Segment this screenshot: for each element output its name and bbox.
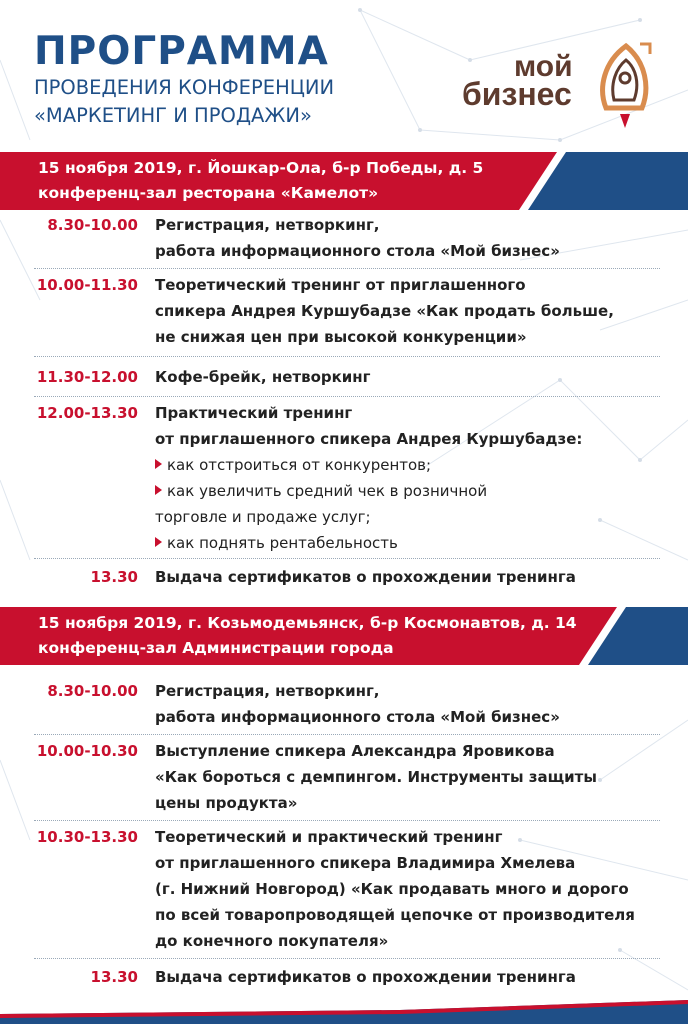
description-line: работа информационного стола «Мой бизнес» [155,242,560,260]
row-divider [34,356,660,357]
row-divider [34,268,660,269]
schedule-time: 8.30-10.00 [47,216,138,234]
schedule-description [155,564,675,590]
description-line: «Как бороться с демпингом. Инструменты защиты [155,768,597,786]
description-line: Выдача сертификатов о прохождении тренинга [155,968,576,986]
bullet-item [155,478,675,504]
row-divider [34,820,660,821]
schedule-time: 13.30 [90,968,138,986]
row-divider [34,558,660,559]
schedule-description [155,678,675,730]
schedule-description [155,272,675,350]
description-line: не снижая цен при высокой конкуренции» [155,328,527,346]
description-line: Кофе-брейк, нетворкинг [155,368,371,386]
description-line: Регистрация, нетворкинг, [155,682,380,700]
logo-text-line2: бизнес [462,76,572,112]
schedule-description [155,212,675,264]
description-line: работа информационного стола «Мой бизнес» [155,708,560,726]
schedule-description [155,738,675,816]
description-line: Теоретический и практический тренинг [155,828,503,846]
schedule-description [155,400,675,556]
schedule-time: 13.30 [90,568,138,586]
section-1-banner [0,152,688,210]
rocket-icon [596,38,654,130]
section-1-venue: конференц-зал ресторана «Камелот» [38,184,379,202]
description-line: от приглашенного спикера Андрея Куршубадзе: [155,430,583,448]
row-divider [34,734,660,735]
section-2-banner [0,607,688,665]
schedule-description [155,824,675,954]
section-2-date-address: 15 ноября 2019, г. Козьмодемьянск, б-р Космонавтов, д. 14 [38,614,577,632]
description-line: Теоретический тренинг от приглашенного [155,276,526,294]
footer-bar [0,1000,688,1024]
logo-text-line1: мой [514,50,573,83]
bullet-text: как увеличить средний чек в розничной [167,482,488,500]
page-subtitle-line1: ПРОВЕДЕНИЯ КОНФЕРЕНЦИИ [34,76,335,99]
schedule-time: 8.30-10.00 [47,682,138,700]
moi-biznes-logo [460,38,660,130]
bullet-triangle-icon [155,485,162,495]
section-2-venue: конференц-зал Администрации города [38,639,394,657]
section-1-date-address: 15 ноября 2019, г. Йошкар-Ола, б-р Победы, д. 5 [38,159,484,177]
bullet-triangle-icon [155,459,162,469]
description-line: спикера Андрея Куршубадзе «Как продать больше, [155,302,614,320]
page-title: ПРОГРАММА [34,29,329,74]
description-line: Выдача сертификатов о прохождении тренинга [155,568,576,586]
page-subtitle-line2: «МАРКЕТИНГ И ПРОДАЖИ» [34,104,312,127]
description-line: Практический тренинг [155,404,353,422]
bullet-item [155,530,675,556]
bullet-text: как поднять рентабельность [167,534,398,552]
schedule-time: 12.00-13.30 [36,404,138,422]
description-line: от приглашенного спикера Владимира Хмелева [155,854,576,872]
schedule-time: 11.30-12.00 [36,368,138,386]
schedule-time: 10.00-11.30 [36,276,138,294]
description-line: (г. Нижний Новгород) «Как продавать много и дорого [155,880,629,898]
schedule-description [155,964,675,990]
description-line: цены продукта» [155,794,298,812]
description-line: до конечного покупателя» [155,932,389,950]
row-divider [34,958,660,959]
bullet-item [155,452,675,478]
schedule-time: 10.30-13.30 [36,828,138,846]
description-line: Выступление спикера Александра Яровикова [155,742,555,760]
description-line: Регистрация, нетворкинг, [155,216,380,234]
schedule-description [155,364,675,390]
description-line: по всей товаропроводящей цепочке от производителя [155,906,635,924]
row-divider [34,396,660,397]
schedule-time: 10.00-10.30 [36,742,138,760]
bullet-text: как отстроиться от конкурентов; [167,456,432,474]
header [0,0,688,150]
bullet-triangle-icon [155,537,162,547]
bullet-continuation: торговле и продаже услуг; [155,508,371,526]
